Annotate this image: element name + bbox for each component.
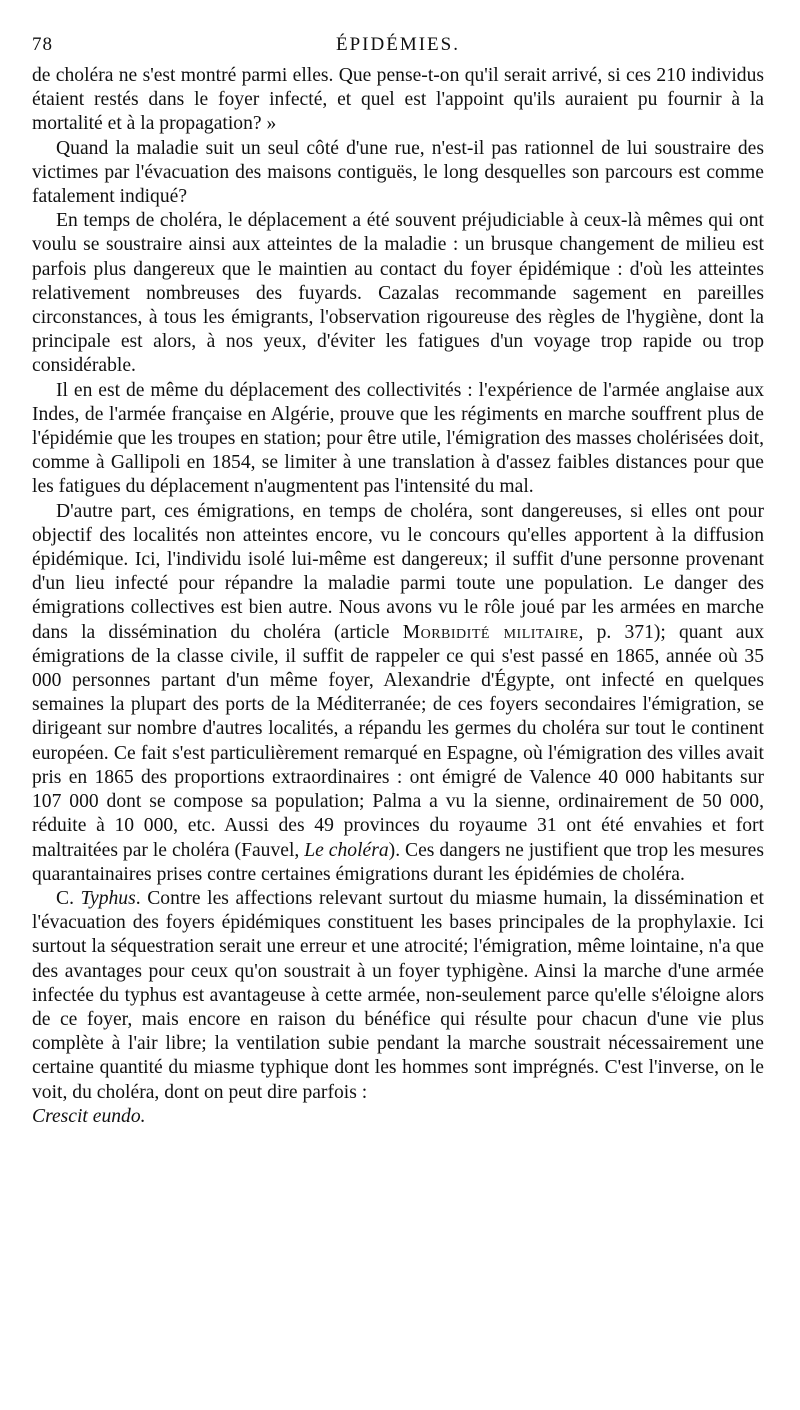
section-label-prefix: C. [56, 887, 81, 909]
paragraph-3-text: En temps de choléra, le déplacement a été souvent préjudiciable à ceux-là mêmes qui ont voulu se soustraire ainsi aux atteintes de la maladie : un brusque changement de milieu est parfois plus dangereux que le maintien au contact du foyer épidémique : d'où les atteintes relativement nombreuses des fuyards. Cazalas recommande sagement en pareilles circonstances, à tous les émigrants, l'observation rigoureuse des règles de l'hygiène, dont la principale est alors, à nos yeux, d'éviter les fatigues d'un voyage trop rapide ou trop considérable. [32, 210, 764, 377]
body-text [32, 64, 764, 1129]
paragraph-4 [32, 379, 764, 500]
paragraph-2-text: Quand la maladie suit un seul côté d'une rue, n'est-il pas rationnel de lui soustraire des victimes par l'évacuation des maisons contiguës, le long desquelles son parcours est comme fatalement indiqué? [32, 137, 764, 208]
citation-title: Le choléra [304, 839, 389, 861]
paragraph-1 [32, 64, 764, 137]
paragraph-3 [32, 209, 764, 378]
paragraph-5-text-b: , p. 371); quant aux émigrations de la classe civile, il suffit de rappeler ce qui s'est passé en 1865, année où 35 000 personnes partant d'un même foyer, Alexandrie d'Égypte, ont infecté en quelques semaines la plupart des ports de la Méditerranée; de ces foyers secondaires l'émigration, se dirigeant sur nombre d'autres localités, a répandu les germes du choléra sur tout le continent européen. Ce fait s'est particulièrement remarqué en Espagne, où l'émigration des villes avait pris en 1865 des proportions extraordinaires : ont émigré de Valence 40 000 habitants sur 107 000 dont se compose sa population; Palma a vu la sienne, ordinairement de 50 000, réduite à 10 000, etc. Aussi des 49 provinces du royaume 31 ont été envahies et fort maltraitées par le choléra (Fauvel, [32, 621, 765, 861]
paragraph-5 [32, 500, 764, 887]
book-page [32, 30, 764, 1129]
paragraph-5-text-a: D'autre part, ces émigrations, en temps de choléra, sont dangereuses, si elles ont pour objectif des localités non atteintes encore, vu le concours qu'elles apportent à la diffusion épidémique. Ici, l'individu isolé lui-même est dangereux; il suffit d'une personne provenant d'un lieu infecté pour répandre la maladie parmi toute une population. Le danger des émigrations collectives est bien autre. Nous avons vu le rôle joué par les armées en marche dans la dissémination du choléra (article [32, 500, 764, 643]
page-number: 78 [32, 34, 53, 55]
paragraph-5-text-c: ). Ces dangers ne justifient que trop les mesures quarantainaires prises contre certaines émigrations durant les épidémies de choléra. [32, 839, 764, 885]
running-title: ÉPIDÉMIES. [336, 34, 460, 55]
paragraph-7 [32, 1105, 764, 1129]
page-header [32, 30, 764, 64]
paragraph-2 [32, 137, 764, 210]
paragraph-6 [32, 887, 764, 1105]
section-label-typhus: Typhus [80, 887, 136, 909]
article-reference: Morbidité militaire [402, 621, 579, 643]
paragraph-4-text: Il en est de même du déplacement des collectivités : l'expérience de l'armée anglaise aux Indes, de l'armée française en Algérie, prouve que les régiments en marche souffrent plus de l'épidémie que les troupes en station; pour être utile, l'émigration des masses cholérisées doit, comme à Gallipoli en 1854, se limiter à une translation à d'assez faibles distances pour que les fatigues du déplacement n'augmentent pas l'intensité du mal. [32, 379, 764, 498]
paragraph-6-text: . Contre les affections relevant surtout du miasme humain, la dissémination et l'évacuation des foyers épidémiques constituent les bases principales de la prophylaxie. Ici surtout la séquestration serait une erreur et une atrocité; l'émigration, même lointaine, n'a que des avantages pour ceux qu'on soustrait à un foyer typhigène. Ainsi la marche d'une armée infectée du typhus est avantageuse à cette armée, non-seulement parce qu'elle s'éloigne alors de ce foyer, mais encore en raison du bénéfice qui résulte pour chacun d'une vie plus complète à l'air libre; la ventilation subie pendant la marche soustrait nécessairement une certaine quantité du miasme typhique dont les hommes sont imprégnés. C'est l'inverse, on le voit, du choléra, dont on peut dire parfois : [32, 887, 764, 1103]
latin-phrase: Crescit eundo. [32, 1105, 146, 1127]
paragraph-1-text: de choléra ne s'est montré parmi elles. Que pense-t-on qu'il serait arrivé, si ces 210 individus étaient restés dans le foyer infecté, et quel est l'appoint qu'ils auraient pu fournir à la mortalité et à la propagation? » [32, 65, 764, 135]
